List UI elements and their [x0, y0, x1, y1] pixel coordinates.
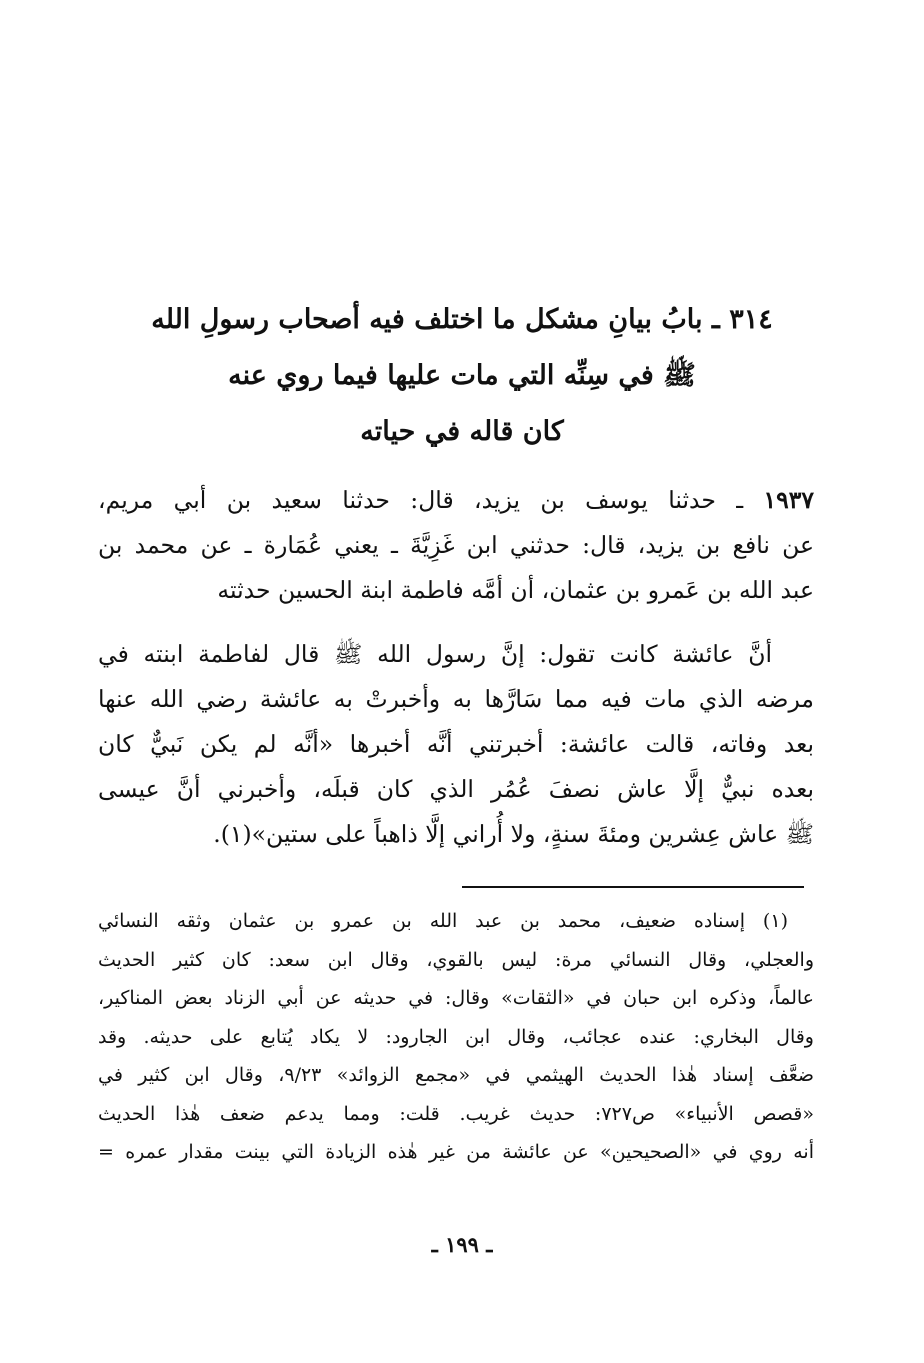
footnote-divider — [462, 886, 804, 888]
hadith-line: ﷺ عاش عِشرين ومئةَ سنةٍ، ولا أُراني إلَّا ذاهباً على ستين»(١). — [213, 820, 814, 848]
chapter-title-line-2: ﷺ في سِنِّه التي مات عليها فيما روي عنه — [228, 360, 696, 391]
footnote-line: ضعَّف إسناد هٰذا الحديث الهيثمي في «مجمع الزوائد» ٩/٢٣، وقال ابن كثير في — [98, 1064, 814, 1086]
footnote-line: «قصص الأنبياء» ص٧٢٧: حديث غريب. قلت: ومما يدعم ضعف هٰذا الحديث — [98, 1102, 814, 1125]
footnote-line: أنه روي في «الصحيحين» عن عائشة من غير هٰذه الزيادة التي بينت مقدار عمره = — [98, 1141, 814, 1163]
hadith-line: عبد الله بن عَمرو بن عثمان، أن أمَّه فاطمة ابنة الحسين حدثته — [217, 576, 814, 604]
hadith-line: أنَّ عائشة كانت تقول: إنَّ رسول الله ﷺ قال لفاطمة ابنته في — [98, 640, 772, 668]
footnote-line: عالماً، وذكره ابن حبان في «الثقات» وقال: في حديثه عن أبي الزناد بعض المناكير، — [98, 987, 814, 1009]
hadith-line: بعد وفاته، قالت عائشة: أخبرتني أنَّه أخبرها «أنَّه لم يكن نَبيٌّ كان — [98, 730, 814, 758]
chapter-title-line-3: كان قاله في حياته — [360, 416, 564, 447]
hadith-line: بعده نبيٌّ إلَّا عاش نصفَ عُمُر الذي كان قبلَه، وأخبرني أنَّ عيسى — [98, 775, 814, 803]
hadith-paragraph-matn — [98, 632, 814, 857]
page-number: ـ ١٩٩ ـ — [431, 1232, 493, 1257]
hadith-paragraph-isnad — [98, 478, 814, 613]
chapter-title-line-1: ٣١٤ ـ بابُ بيانِ مشكل ما اختلف فيه أصحاب رسولِ الله — [151, 304, 773, 335]
footnote-line: والعجلي، وقال النسائي مرة: ليس بالقوي، وقال ابن سعد: كان كثير الحديث — [98, 948, 814, 971]
hadith-number: ١٩٣٧ — [763, 486, 814, 514]
footnotes — [98, 902, 814, 1172]
footnote-line: وقال البخاري: عنده عجائب، وقال ابن الجارود: لا يكاد يُتابع على حديثه. وقد — [98, 1025, 814, 1048]
hadith-line — [98, 478, 814, 523]
chapter-title — [110, 292, 814, 460]
hadith-line: عن نافع بن يزيد، قال: حدثني ابن غَزِيَّةَ ـ يعني عُمَارة ـ عن محمد بن — [98, 531, 814, 559]
footnote-line: (١) إسناده ضعيف، محمد بن عبد الله بن عمرو بن عثمان وثقه النسائي — [98, 910, 788, 932]
hadith-line-text: ـ حدثنا يوسف بن يزيد، قال: حدثنا سعيد بن أبي مريم، — [98, 486, 744, 514]
hadith-line: مرضه الذي مات فيه مما سَارَّها به وأخبرتْ به عائشة رضي الله عنها — [98, 685, 814, 713]
